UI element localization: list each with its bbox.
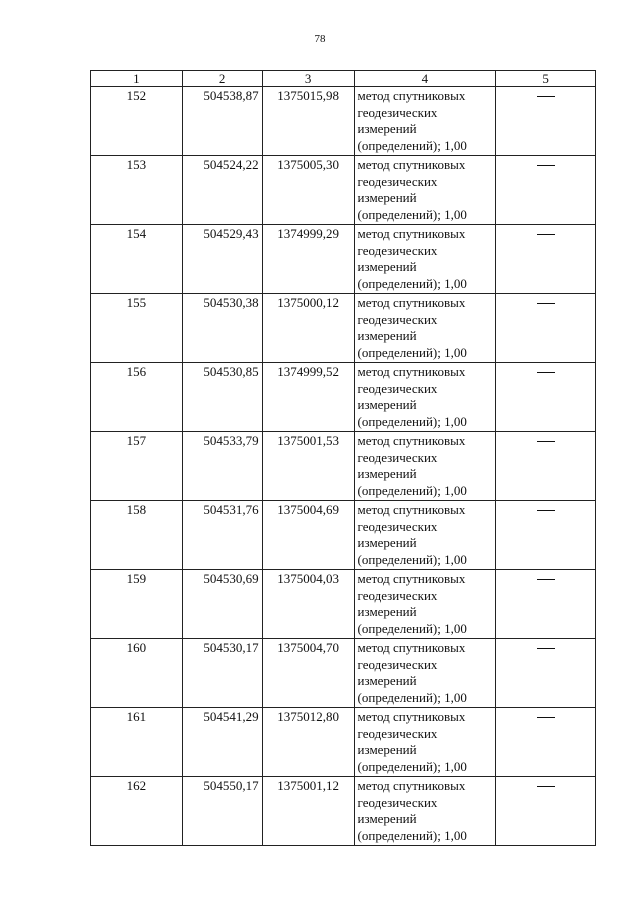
note-cell (496, 363, 596, 432)
method-cell: метод спутниковых геодезических измерений (определений); 1,00 (354, 432, 496, 501)
y-coordinate-cell: 1375004,03 (262, 570, 354, 639)
note-cell (496, 777, 596, 846)
column-header: 2 (182, 71, 262, 87)
x-coordinate-cell: 504529,43 (182, 225, 262, 294)
table-row (91, 225, 596, 294)
table-row (91, 156, 596, 225)
dash-mark (537, 234, 555, 252)
point-number-cell: 157 (91, 432, 183, 501)
table-row (91, 294, 596, 363)
dash-mark (537, 579, 555, 597)
note-cell (496, 432, 596, 501)
point-number-cell: 154 (91, 225, 183, 294)
y-coordinate-cell: 1374999,29 (262, 225, 354, 294)
method-cell: метод спутниковых геодезических измерений (определений); 1,00 (354, 294, 496, 363)
table-header-row (91, 71, 596, 87)
x-coordinate-cell: 504538,87 (182, 87, 262, 156)
dash-mark (537, 648, 555, 666)
y-coordinate-cell: 1375001,53 (262, 432, 354, 501)
dash-mark (537, 786, 555, 804)
x-coordinate-cell: 504533,79 (182, 432, 262, 501)
method-cell: метод спутниковых геодезических измерений (определений); 1,00 (354, 363, 496, 432)
y-coordinate-cell: 1375005,30 (262, 156, 354, 225)
note-cell (496, 87, 596, 156)
y-coordinate-cell: 1375004,70 (262, 639, 354, 708)
dash-mark (537, 717, 555, 735)
x-coordinate-cell: 504530,17 (182, 639, 262, 708)
y-coordinate-cell: 1374999,52 (262, 363, 354, 432)
dash-mark (537, 303, 555, 321)
point-number-cell: 158 (91, 501, 183, 570)
table-row (91, 639, 596, 708)
column-header: 1 (91, 71, 183, 87)
coordinates-table (90, 70, 596, 846)
note-cell (496, 708, 596, 777)
point-number-cell: 161 (91, 708, 183, 777)
method-cell: метод спутниковых геодезических измерений (определений); 1,00 (354, 570, 496, 639)
table-row (91, 501, 596, 570)
point-number-cell: 153 (91, 156, 183, 225)
table-row (91, 708, 596, 777)
column-header: 5 (496, 71, 596, 87)
column-header: 3 (262, 71, 354, 87)
dash-mark (537, 441, 555, 459)
page-number: 78 (314, 33, 326, 45)
point-number-cell: 155 (91, 294, 183, 363)
method-cell: метод спутниковых геодезических измерений (определений); 1,00 (354, 501, 496, 570)
dash-mark (537, 96, 555, 114)
x-coordinate-cell: 504531,76 (182, 501, 262, 570)
y-coordinate-cell: 1375015,98 (262, 87, 354, 156)
method-cell: метод спутниковых геодезических измерений (определений); 1,00 (354, 708, 496, 777)
method-cell: метод спутниковых геодезических измерений (определений); 1,00 (354, 639, 496, 708)
method-cell: метод спутниковых геодезических измерений (определений); 1,00 (354, 777, 496, 846)
x-coordinate-cell: 504524,22 (182, 156, 262, 225)
point-number-cell: 156 (91, 363, 183, 432)
y-coordinate-cell: 1375012,80 (262, 708, 354, 777)
note-cell (496, 225, 596, 294)
note-cell (496, 294, 596, 363)
method-cell: метод спутниковых геодезических измерений (определений); 1,00 (354, 87, 496, 156)
x-coordinate-cell: 504530,85 (182, 363, 262, 432)
point-number-cell: 152 (91, 87, 183, 156)
table-body (91, 87, 596, 846)
x-coordinate-cell: 504541,29 (182, 708, 262, 777)
table-row (91, 777, 596, 846)
x-coordinate-cell: 504530,69 (182, 570, 262, 639)
point-number-cell: 159 (91, 570, 183, 639)
y-coordinate-cell: 1375001,12 (262, 777, 354, 846)
x-coordinate-cell: 504530,38 (182, 294, 262, 363)
y-coordinate-cell: 1375000,12 (262, 294, 354, 363)
note-cell (496, 156, 596, 225)
dash-mark (537, 372, 555, 390)
dash-mark (537, 510, 555, 528)
table-row (91, 87, 596, 156)
column-header: 4 (354, 71, 496, 87)
method-cell: метод спутниковых геодезических измерений (определений); 1,00 (354, 225, 496, 294)
table-row (91, 432, 596, 501)
dash-mark (537, 165, 555, 183)
table-row (91, 363, 596, 432)
table-row (91, 570, 596, 639)
note-cell (496, 570, 596, 639)
y-coordinate-cell: 1375004,69 (262, 501, 354, 570)
note-cell (496, 501, 596, 570)
note-cell (496, 639, 596, 708)
point-number-cell: 162 (91, 777, 183, 846)
x-coordinate-cell: 504550,17 (182, 777, 262, 846)
method-cell: метод спутниковых геодезических измерений (определений); 1,00 (354, 156, 496, 225)
point-number-cell: 160 (91, 639, 183, 708)
